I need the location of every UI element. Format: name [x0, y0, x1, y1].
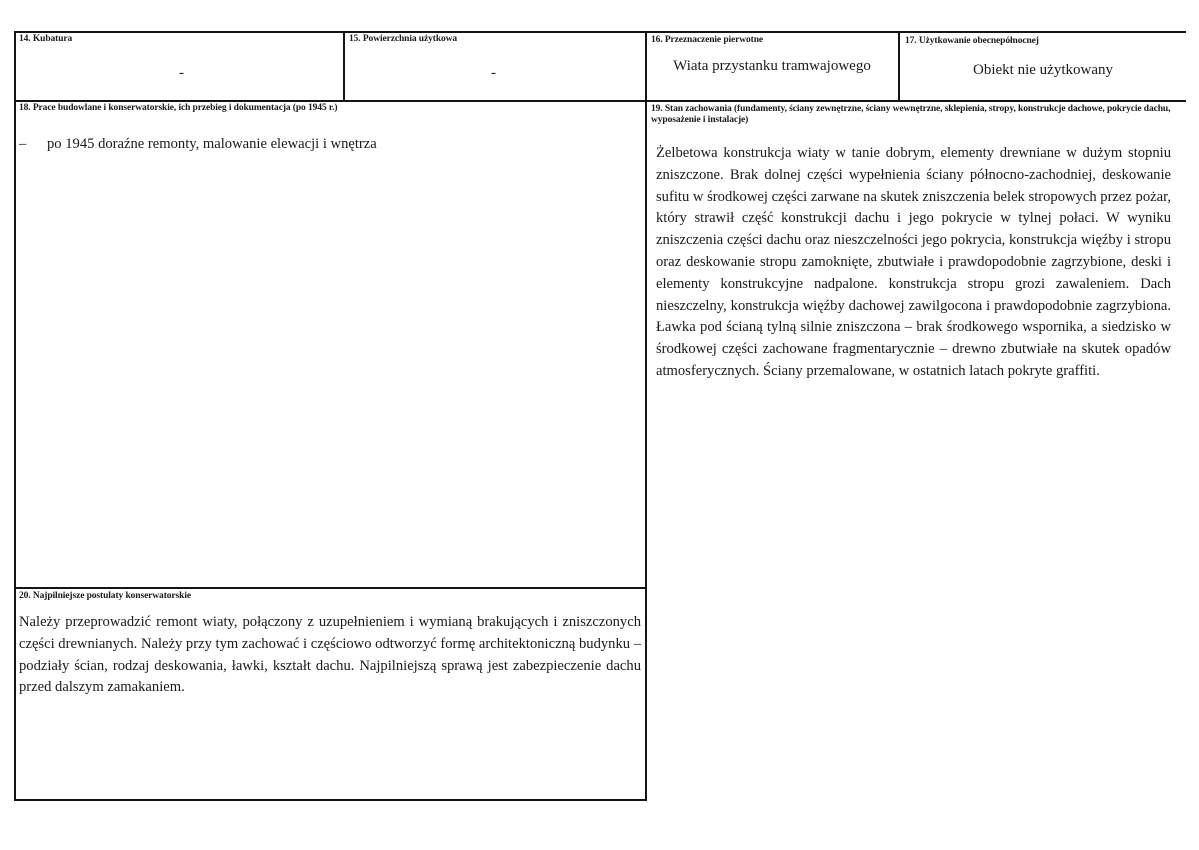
top-border: [14, 31, 1186, 33]
field-20-text: Należy przeprowadzić remont wiaty, połączony z uzupełnieniem i wymianą brakujących i zniszczonych części drewnianych. Należy przy tym zachować i częściowo odtworzyć formę architektoniczną budynku – podziały ścian, rodzaj deskowania, ławki, kształt dachu. Najpilniejszą sprawą jest zabezpieczenie dachu przed dalszym zamakaniem.: [19, 614, 641, 696]
left-border: [14, 31, 16, 801]
field-18-label: 18. Prace budowlane i konserwatorskie, ich przebieg i dokumentacja (po 1945 r.): [19, 103, 338, 113]
field-14-label: 14. Kubatura: [19, 34, 73, 44]
field-16-value: Wiata przystanku tramwajowego: [673, 58, 871, 74]
field-15-value: -: [491, 65, 496, 81]
divider-14-15: [343, 31, 345, 101]
field-16-label: 16. Przeznaczenie pierwotne: [651, 35, 764, 45]
list-bullet: –: [19, 136, 27, 152]
row-divider-18-20: [14, 587, 646, 589]
field-18-list-item: [19, 135, 377, 153]
field-17-label: 17. Użytkowanie obecnepółnocnej: [905, 36, 1039, 46]
row-divider-top: [14, 100, 1186, 102]
field-17-value: Obiekt nie użytkowany: [973, 62, 1113, 78]
field-19-label: 19. Stan zachowania (fundamenty, ściany zewnętrzne, ściany wewnętrzne, sklepienia, stropy, konstrukcje dachowe, pokrycie dachu, wyposażenie i instalacje): [651, 104, 1171, 125]
field-18-item-text: po 1945 doraźne remonty, malowanie elewacji i wnętrza: [47, 136, 377, 152]
bottom-border: [14, 799, 646, 801]
center-divider: [645, 31, 647, 801]
field-14-value: -: [179, 65, 184, 81]
divider-16-17: [898, 31, 900, 101]
field-15-label: 15. Powierzchnia użytkowa: [349, 34, 458, 44]
field-20-label: 20. Najpilniejsze postulaty konserwatorskie: [19, 591, 191, 601]
field-19-text: Żelbetowa konstrukcja wiaty w tanie dobrym, elementy drewniane w dużym stopniu zniszczone. Brak dolnej części wypełnienia ściany północno-zachodniej, deskowanie sufitu w środkowej części zarwane na skutek zniszczenia belek stropowych przez pożar, który strawił część konstrukcji dachu i jego pokrycie w tylnej połaci. W wyniku zniszczenia części dachu oraz nieszczelności jego pokrycia, konstrukcja więźby i stropu oraz deskowanie stropu zamoknięte, zbutwiałe i prawdopodobnie zagrzybione, deski i elementy konstrukcyjne nadpalone. konstrukcja stropu grozi zawaleniem. Dach nieszczelny, konstrukcja więźby dachowej zawilgocona i prawdopodobnie zagrzybiona. Ławka pod ścianą tylną silnie zniszczona – brak środkowego wspornika, a siedzisko w środkowej części zachowane fragmentarycznie – drewno zbutwiałe na skutek opadów atmosferycznych. Ściany przemalowane, w ostatnich latach pokryte graffiti.: [656, 145, 1171, 379]
